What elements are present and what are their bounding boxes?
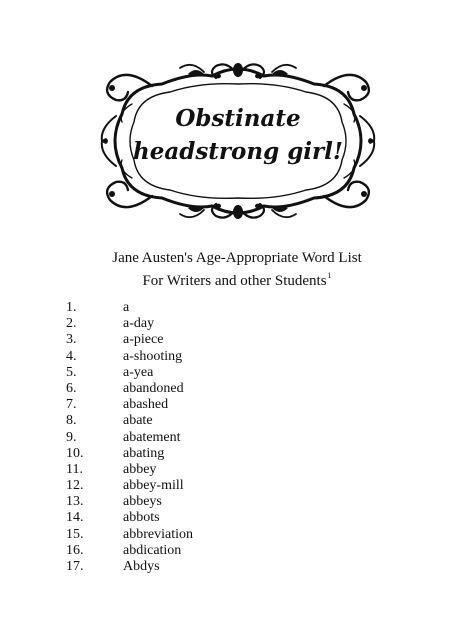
list-item-word: abashed: [123, 397, 169, 413]
list-item: [0, 397, 474, 413]
list-item: [0, 300, 474, 316]
list-item: [0, 446, 474, 462]
ornamental-title-frame: [92, 52, 384, 230]
list-item-number: 3.: [66, 332, 77, 348]
list-item-number: 12.: [66, 478, 84, 494]
list-item-number: 6.: [66, 380, 77, 396]
list-item-word: abbots: [123, 510, 160, 526]
document-subtitle: [0, 250, 474, 290]
list-item-word: abbey: [123, 461, 157, 477]
list-item-word: abatement: [123, 429, 181, 445]
list-item-number: 13.: [66, 494, 84, 510]
list-item: [0, 527, 474, 543]
list-item: [0, 430, 474, 446]
list-item: [0, 543, 474, 559]
list-item: [0, 332, 474, 348]
word-list: [0, 300, 474, 575]
footnote-marker: 1: [327, 271, 332, 280]
list-item-number: 5.: [66, 364, 77, 380]
list-item: [0, 510, 474, 526]
list-item-number: 8.: [66, 413, 77, 429]
list-item: [0, 381, 474, 397]
list-item-word: abating: [123, 445, 165, 461]
list-item-number: 2.: [66, 316, 77, 332]
list-item: [0, 413, 474, 429]
list-item-number: 17.: [66, 559, 84, 574]
subtitle-line-1: Jane Austen's Age-Appropriate Word List: [112, 250, 362, 266]
list-item: [0, 478, 474, 494]
list-item-word: a-day: [123, 316, 155, 332]
subtitle-line-2-text: For Writers and other Students: [142, 273, 327, 289]
list-item: [0, 316, 474, 332]
list-item-number: 10.: [66, 445, 84, 461]
list-item-word: Abdys: [123, 559, 160, 574]
list-item-word: abbreviation: [123, 526, 193, 542]
frame-title: [92, 102, 384, 168]
list-item-number: 11.: [66, 461, 83, 477]
list-item: [0, 462, 474, 478]
list-item-number: 15.: [66, 526, 84, 542]
list-item-word: a-piece: [123, 332, 164, 348]
list-item-number: 7.: [66, 397, 77, 413]
list-item: [0, 559, 474, 575]
subtitle-line-2: [0, 267, 474, 290]
list-item-word: abbey-mill: [123, 478, 184, 494]
list-item-number: 4.: [66, 348, 77, 364]
list-item-number: 1.: [66, 300, 77, 315]
frame-title-line-2: headstrong girl!: [133, 138, 343, 165]
list-item-word: abbeys: [123, 494, 162, 510]
list-item: [0, 494, 474, 510]
list-item-number: 14.: [66, 510, 84, 526]
list-item-word: a-yea: [123, 364, 154, 380]
list-item-number: 9.: [66, 429, 77, 445]
list-item-number: 16.: [66, 542, 84, 558]
list-item: [0, 349, 474, 365]
frame-title-line-1: Obstinate: [175, 105, 301, 132]
list-item: [0, 365, 474, 381]
list-item-word: a: [123, 300, 130, 315]
list-item-word: abandoned: [123, 380, 184, 396]
list-item-word: a-shooting: [123, 348, 183, 364]
list-item-word: abdication: [123, 542, 182, 558]
list-item-word: abate: [123, 413, 153, 429]
